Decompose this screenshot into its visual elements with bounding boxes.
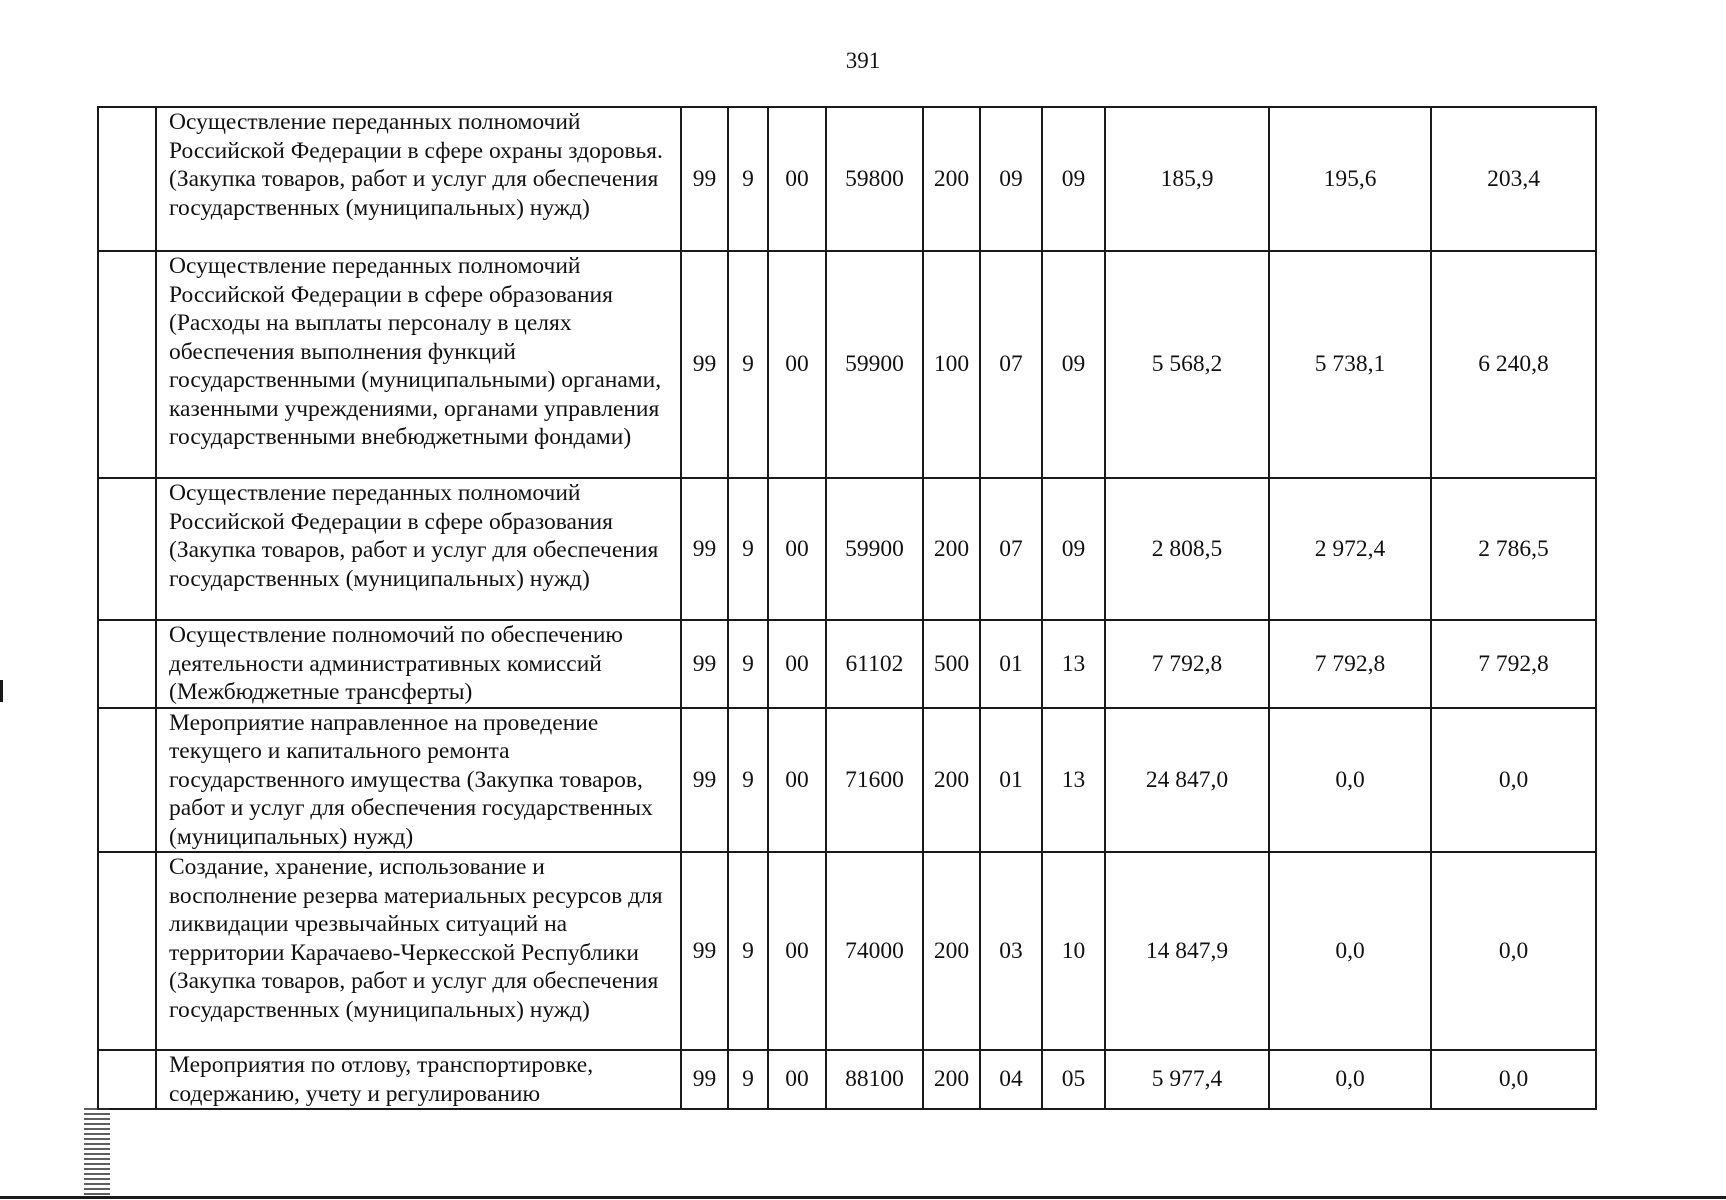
expense-type-cell: 200 — [923, 478, 980, 620]
amount-year2-cell: 0,0 — [1269, 1050, 1431, 1109]
subprogram-code-cell: 9 — [728, 251, 768, 478]
table-row — [98, 251, 1596, 478]
group-code-cell: 00 — [768, 708, 826, 853]
section-cell: 01 — [980, 620, 1042, 708]
table-row — [98, 708, 1596, 853]
subsection-cell: 05 — [1042, 1050, 1105, 1109]
description-cell: Мероприятия по отлову, транспортировке, содержанию, учету и регулированию — [156, 1050, 681, 1109]
amount-year2-cell: 5 738,1 — [1269, 251, 1431, 478]
amount-year2-cell: 195,6 — [1269, 107, 1431, 251]
amount-year1-cell: 5 568,2 — [1105, 251, 1269, 478]
program-code-cell: 99 — [681, 251, 728, 478]
group-code-cell: 00 — [768, 620, 826, 708]
amount-year1-cell: 185,9 — [1105, 107, 1269, 251]
table-row — [98, 852, 1596, 1050]
table-row — [98, 620, 1596, 708]
program-code-cell: 99 — [681, 708, 728, 853]
scan-bottom-edge — [0, 1196, 1726, 1199]
amount-year3-cell: 7 792,8 — [1431, 620, 1596, 708]
section-cell: 09 — [980, 107, 1042, 251]
subsection-cell: 09 — [1042, 251, 1105, 478]
section-cell: 07 — [980, 251, 1042, 478]
subprogram-code-cell: 9 — [728, 1050, 768, 1109]
section-cell: 01 — [980, 708, 1042, 853]
budget-table — [97, 106, 1597, 1110]
direction-code-cell: 88100 — [826, 1050, 923, 1109]
description-cell: Мероприятие направленное на проведение текущего и капитального ремонта государственного имущества (Закупка товаров, работ и услуг для обеспечения государственных (муниципальных) нужд) — [156, 708, 681, 853]
scan-binding-mark — [84, 1108, 110, 1196]
group-code-cell: 00 — [768, 1050, 826, 1109]
table-row — [98, 478, 1596, 620]
direction-code-cell: 74000 — [826, 852, 923, 1050]
subsection-cell: 09 — [1042, 478, 1105, 620]
program-code-cell: 99 — [681, 852, 728, 1050]
subsection-cell: 13 — [1042, 620, 1105, 708]
subprogram-code-cell: 9 — [728, 852, 768, 1050]
subprogram-code-cell: 9 — [728, 107, 768, 251]
amount-year1-cell: 5 977,4 — [1105, 1050, 1269, 1109]
row-number-cell — [98, 478, 156, 620]
program-code-cell: 99 — [681, 107, 728, 251]
description-cell: Осуществление переданных полномочий Российской Федерации в сфере образования (Закупка товаров, работ и услуг для обеспечения государственных (муниципальных) нужд) — [156, 478, 681, 620]
amount-year3-cell: 2 786,5 — [1431, 478, 1596, 620]
group-code-cell: 00 — [768, 852, 826, 1050]
amount-year2-cell: 2 972,4 — [1269, 478, 1431, 620]
direction-code-cell: 59800 — [826, 107, 923, 251]
program-code-cell: 99 — [681, 620, 728, 708]
description-cell: Осуществление переданных полномочий Российской Федерации в сфере образования (Расходы на выплаты персоналу в целях обеспечения выполнения функций государственными (муниципальными) органами, казенными учреждениями, органами управления государственными внебюджетными фондами) — [156, 251, 681, 478]
amount-year1-cell: 14 847,9 — [1105, 852, 1269, 1050]
amount-year2-cell: 0,0 — [1269, 708, 1431, 853]
program-code-cell: 99 — [681, 478, 728, 620]
page-number: 391 — [845, 48, 881, 73]
section-cell: 07 — [980, 478, 1042, 620]
table-row — [98, 1050, 1596, 1109]
direction-code-cell: 71600 — [826, 708, 923, 853]
group-code-cell: 00 — [768, 478, 826, 620]
row-number-cell — [98, 251, 156, 478]
row-number-cell — [98, 708, 156, 853]
section-cell: 03 — [980, 852, 1042, 1050]
amount-year3-cell: 6 240,8 — [1431, 251, 1596, 478]
amount-year3-cell: 0,0 — [1431, 708, 1596, 853]
subprogram-code-cell: 9 — [728, 708, 768, 853]
amount-year3-cell: 0,0 — [1431, 852, 1596, 1050]
amount-year1-cell: 24 847,0 — [1105, 708, 1269, 853]
subsection-cell: 10 — [1042, 852, 1105, 1050]
amount-year2-cell: 7 792,8 — [1269, 620, 1431, 708]
group-code-cell: 00 — [768, 107, 826, 251]
row-number-cell — [98, 852, 156, 1050]
subprogram-code-cell: 9 — [728, 478, 768, 620]
section-cell: 04 — [980, 1050, 1042, 1109]
description-cell: Осуществление переданных полномочий Российской Федерации в сфере охраны здоровья. (Закупка товаров, работ и услуг для обеспечения государственных (муниципальных) нужд) — [156, 107, 681, 251]
expense-type-cell: 100 — [923, 251, 980, 478]
expense-type-cell: 200 — [923, 107, 980, 251]
direction-code-cell: 61102 — [826, 620, 923, 708]
row-number-cell — [98, 1050, 156, 1109]
direction-code-cell: 59900 — [826, 478, 923, 620]
row-number-cell — [98, 107, 156, 251]
expense-type-cell: 200 — [923, 1050, 980, 1109]
row-number-cell — [98, 620, 156, 708]
expense-type-cell: 500 — [923, 620, 980, 708]
amount-year2-cell: 0,0 — [1269, 852, 1431, 1050]
expense-type-cell: 200 — [923, 708, 980, 853]
amount-year3-cell: 203,4 — [1431, 107, 1596, 251]
amount-year1-cell: 7 792,8 — [1105, 620, 1269, 708]
subsection-cell: 09 — [1042, 107, 1105, 251]
amount-year1-cell: 2 808,5 — [1105, 478, 1269, 620]
program-code-cell: 99 — [681, 1050, 728, 1109]
amount-year3-cell: 0,0 — [1431, 1050, 1596, 1109]
table-row — [98, 107, 1596, 251]
scan-edge-mark — [0, 680, 3, 702]
group-code-cell: 00 — [768, 251, 826, 478]
description-cell: Создание, хранение, использование и восполнение резерва материальных ресурсов для ликвидации чрезвычайных ситуаций на территории Карачаево-Черкесской Республики (Закупка товаров, работ и услуг для обеспечения государственных (муниципальных) нужд) — [156, 852, 681, 1050]
description-cell: Осуществление полномочий по обеспечению деятельности административных комиссий (Межбюджетные трансферты) — [156, 620, 681, 708]
subprogram-code-cell: 9 — [728, 620, 768, 708]
direction-code-cell: 59900 — [826, 251, 923, 478]
expense-type-cell: 200 — [923, 852, 980, 1050]
subsection-cell: 13 — [1042, 708, 1105, 853]
